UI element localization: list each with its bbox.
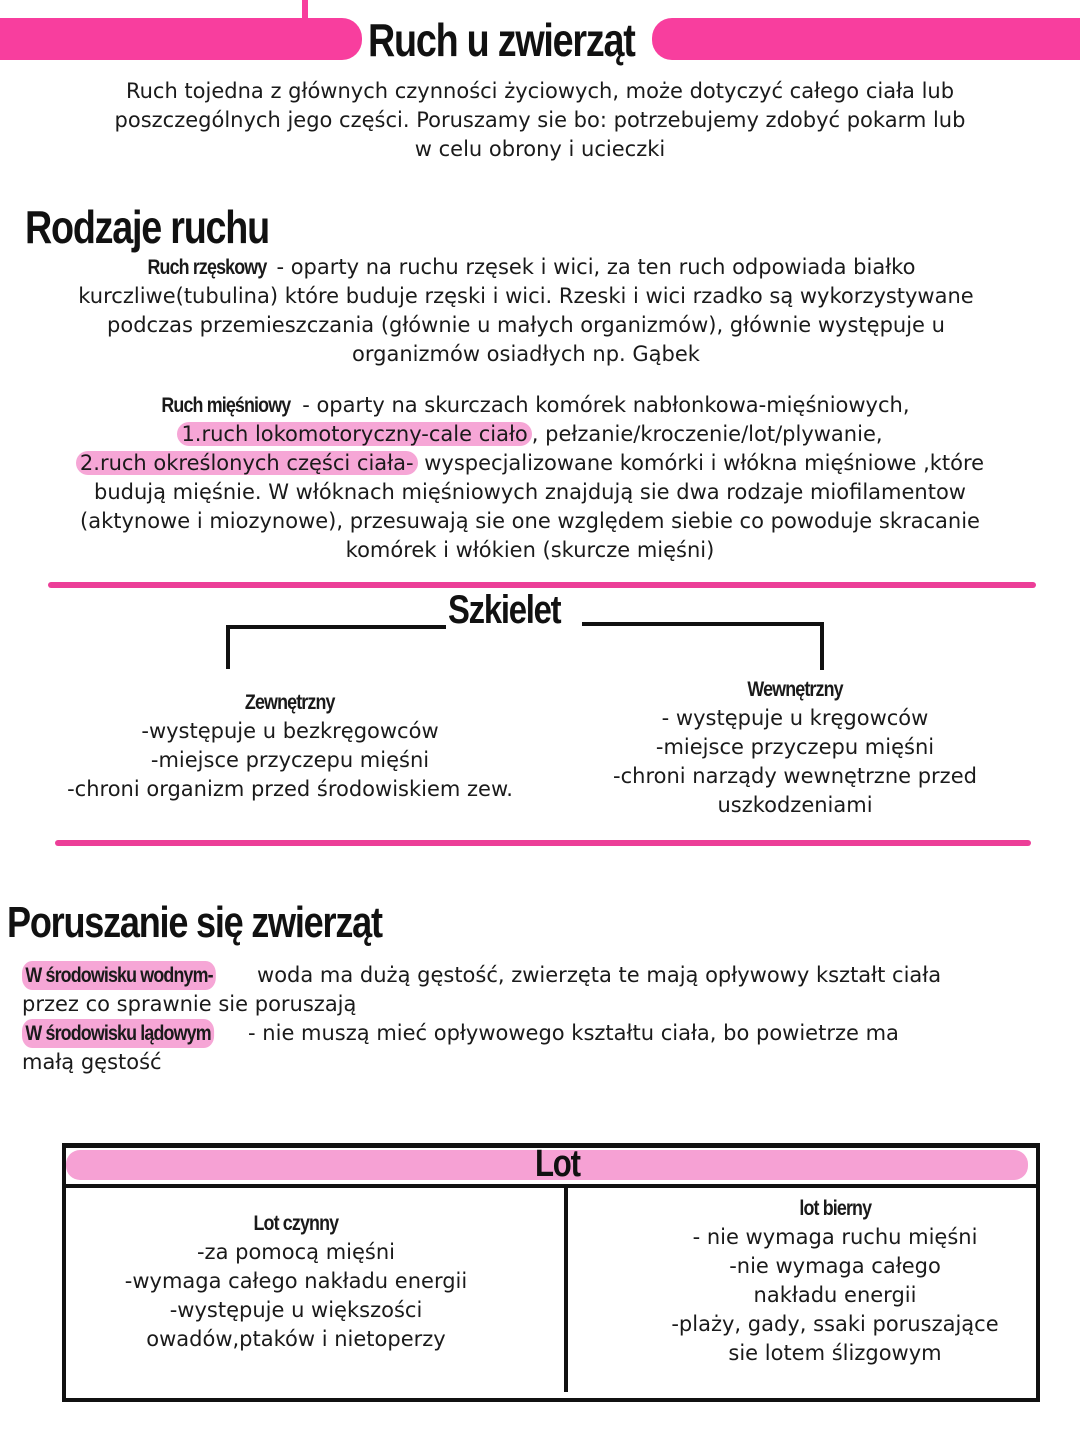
lot-heading: Lot	[535, 1143, 580, 1185]
highlight-lokomotoryczny: 1.ruch lokomotoryczny-cale ciało	[177, 422, 531, 446]
lot-czynny	[66, 1209, 526, 1354]
term-srodowisko-ladowe: W środowisku lądowym	[22, 1019, 214, 1048]
text: - nie muszą mieć opływowego kształtu ciała, bo powietrze ma	[248, 1021, 899, 1045]
list-item: -za pomocą mięśni	[196, 1240, 395, 1264]
text: przez co sprawnie sie poruszają	[22, 992, 357, 1016]
text: małą gęstość	[22, 1050, 162, 1074]
intro-paragraph	[0, 77, 1080, 164]
list-item: - nie wymaga ruchu mięśni	[692, 1225, 978, 1249]
term-srodowisko-wodne: W środowisku wodnym-	[22, 961, 216, 990]
text: , pełzanie/kroczenie/lot/plywanie,	[531, 422, 883, 446]
list-item: -chroni organizm przed środowiskiem zew.	[67, 777, 513, 801]
poruszanie-paragraph	[22, 961, 1062, 1077]
section-heading-szkielet: Szkielet	[448, 588, 561, 632]
intro-line: poszczególnych jego części. Poruszamy sie bo: potrzebujemy zdobyć pokarm lub	[114, 108, 966, 132]
tree-line	[226, 625, 230, 669]
ruch-rzeskowy-paragraph	[0, 253, 1052, 369]
list-item: uszkodzeniami	[717, 793, 873, 817]
tree-line	[582, 622, 824, 626]
text: woda ma dużą gęstość, zwierzęta te mają opływowy kształt ciała	[250, 963, 942, 987]
szkielet-wewnetrzny	[580, 675, 1010, 820]
title-banner-left	[0, 18, 362, 60]
banner-drip	[302, 0, 308, 20]
text: kurczliwe(tubulina) które buduje rzęski i wici. Rzeski i wici rzadko są wykorzystywane	[78, 284, 974, 308]
list-item: sie lotem ślizgowym	[728, 1341, 942, 1365]
list-item: -nie wymaga całego	[729, 1254, 941, 1278]
text: - oparty na skurczach komórek nabłonkowa-mięśniowych,	[302, 393, 910, 417]
list-item: owadów,ptaków i nietoperzy	[146, 1327, 446, 1351]
intro-line: w celu obrony i ucieczki	[414, 137, 666, 161]
text: podczas przemieszczania (głównie u małych organizmów), głównie występuje u	[107, 313, 945, 337]
zewnetrzny-title: Zewnętrzny	[245, 691, 335, 714]
text: budują mięśnie. W włóknach mięśniowych znajdują sie dwa rodzaje miofilamentow	[94, 480, 966, 504]
list-item: -miejsce przyczepu mięśni	[150, 748, 430, 772]
list-item: -miejsce przyczepu mięśni	[655, 735, 935, 759]
lot-bierny-title: lot bierny	[799, 1197, 871, 1220]
wewnetrzny-title: Wewnętrzny	[747, 678, 843, 701]
list-item: -wymaga całego nakładu energii	[124, 1269, 468, 1293]
term-ruch-miesniowy: Ruch mięśniowy	[161, 394, 291, 417]
list-item: -plaży, gady, ssaki poruszające	[671, 1312, 999, 1336]
text: (aktynowe i miozynowe), przesuwają sie one względem siebie co powoduje skracanie	[80, 509, 980, 533]
section-heading-rodzaje: Rodzaje ruchu	[25, 201, 269, 253]
text: komórek i włókien (skurcze mięśni)	[345, 538, 715, 562]
list-item: - występuje u kręgowców	[661, 706, 929, 730]
list-item: -występuje u większości	[169, 1298, 423, 1322]
table-divider	[564, 1184, 568, 1392]
tree-line	[820, 622, 824, 670]
divider	[55, 840, 1031, 846]
term-ruch-rzeskowy: Ruch rzęskowy	[147, 256, 266, 279]
text: - oparty na ruchu rzęsek i wici, za ten ruch odpowiada białko	[276, 255, 916, 279]
list-item: -chroni narządy wewnętrzne przed	[613, 764, 977, 788]
lot-bierny	[620, 1194, 1050, 1368]
list-item: nakładu energii	[753, 1283, 917, 1307]
intro-line: Ruch tojedna z głównych czynności życiowych, może dotyczyć całego ciała lub	[125, 79, 955, 103]
section-heading-poruszanie: Poruszanie się zwierząt	[7, 898, 382, 947]
highlight-okreslonych-czesci: 2.ruch określonych części ciała-	[76, 451, 418, 475]
text: wyspecjalizowane komórki i włókna mięśniowe ,które	[417, 451, 985, 475]
page-title: Ruch u zwierząt	[368, 14, 635, 66]
ruch-miesniowy-paragraph	[0, 391, 1060, 565]
title-banner-right	[652, 18, 1080, 60]
tree-line	[226, 625, 446, 629]
text: organizmów osiadłych np. Gąbek	[352, 342, 700, 366]
szkielet-zewnetrzny	[20, 688, 560, 804]
list-item: -występuje u bezkręgowców	[141, 719, 439, 743]
lot-czynny-title: Lot czynny	[253, 1212, 339, 1235]
